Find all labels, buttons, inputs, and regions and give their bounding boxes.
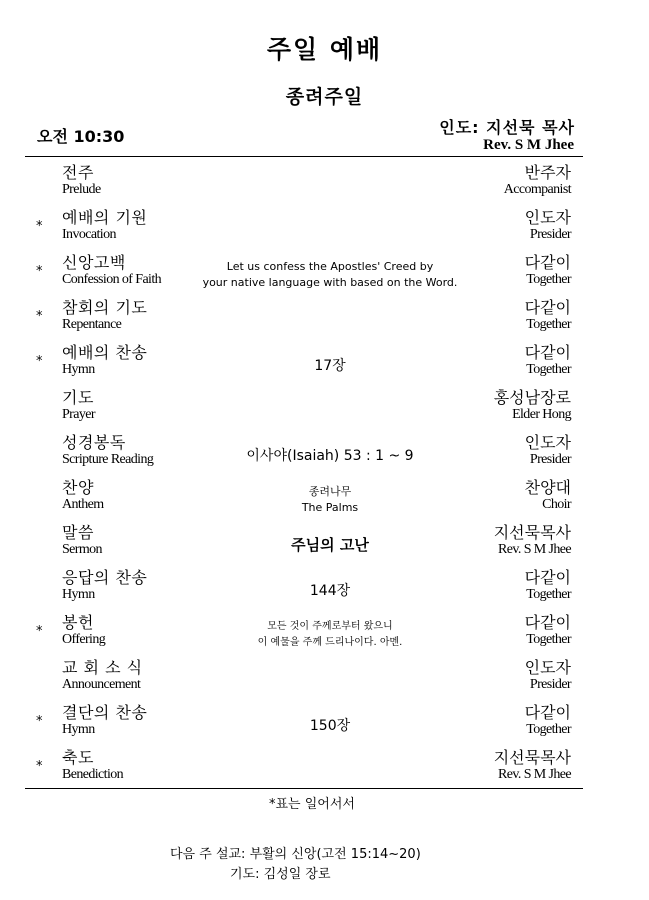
- item-detail: [180, 432, 480, 477]
- service-leader-english: Rev. S M Jhee: [483, 137, 574, 153]
- item-title-korean: 예배의 기원: [62, 208, 148, 227]
- item-leader-korean: 홍성남장로: [493, 388, 571, 407]
- item-title-korean: 축도: [62, 748, 94, 767]
- worship-item: [0, 612, 649, 657]
- item-title-english: Hymn: [62, 587, 95, 602]
- worship-item: [0, 567, 649, 612]
- item-detail: [180, 342, 480, 387]
- item-leader-korean: 찬양대: [524, 478, 571, 497]
- item-leader-korean: 다같이: [524, 703, 571, 722]
- worship-item: [0, 522, 649, 567]
- item-title-english: Announcement: [62, 677, 141, 692]
- item-detail-line: 이사야(Isaiah) 53 : 1 ~ 9: [246, 447, 414, 464]
- item-leader-english: Together: [526, 722, 571, 737]
- standing-note: *표는 일어서서: [269, 797, 355, 812]
- item-title-korean: 말씀: [62, 523, 94, 542]
- item-leader-korean: 다같이: [524, 613, 571, 632]
- item-title-english: Anthem: [62, 497, 104, 512]
- item-title-korean: 성경봉독: [62, 433, 126, 452]
- worship-item: [0, 657, 649, 702]
- standing-marker: *: [36, 264, 43, 279]
- item-leader-english: Together: [526, 587, 571, 602]
- item-title-english: Prelude: [62, 182, 101, 197]
- item-leader-english: Presider: [529, 452, 571, 467]
- item-detail-line: 모든 것이 주께로부터 왔으니: [267, 620, 393, 632]
- worship-item: [0, 702, 649, 747]
- item-leader-korean: 다같이: [524, 343, 571, 362]
- item-title-english: Hymn: [62, 722, 95, 737]
- service-time: 오전 10:30: [37, 127, 125, 146]
- item-title-korean: 찬양: [62, 478, 94, 497]
- worship-item: [0, 342, 649, 387]
- item-leader-english: Presider: [529, 677, 571, 692]
- bulletin-subtitle: 종려주일: [285, 86, 364, 108]
- top-divider: [25, 156, 583, 157]
- item-title-korean: 예배의 찬송: [62, 343, 148, 362]
- item-title-korean: 참회의 기도: [62, 298, 148, 317]
- next-week-sermon: 다음 주 설교: 부활의 신앙(고전 15:14~20): [170, 847, 421, 862]
- item-leader-korean: 지선묵목사: [493, 748, 571, 767]
- item-detail-line: 144장: [309, 582, 351, 599]
- standing-marker: *: [36, 714, 43, 729]
- bulletin-title: 주일 예배: [266, 35, 383, 64]
- item-title-english: Confession of Faith: [62, 272, 162, 287]
- worship-item: [0, 252, 649, 297]
- worship-item: [0, 297, 649, 342]
- item-leader-korean: 다같이: [524, 568, 571, 587]
- item-leader-korean: 인도자: [524, 658, 571, 677]
- item-leader-korean: 인도자: [524, 433, 571, 452]
- item-title-korean: 봉헌: [62, 613, 94, 632]
- worship-item: [0, 747, 649, 792]
- item-detail: [180, 252, 480, 297]
- worship-item: [0, 162, 649, 207]
- standing-marker: *: [36, 759, 43, 774]
- standing-marker: *: [36, 624, 43, 639]
- standing-marker: *: [36, 309, 43, 324]
- item-title-english: Benediction: [62, 767, 124, 782]
- bottom-divider: [25, 788, 583, 789]
- item-leader-english: Rev. S M Jhee: [498, 767, 571, 782]
- item-title-korean: 교 회 소 식: [62, 658, 143, 677]
- item-title-korean: 응답의 찬송: [62, 568, 148, 587]
- item-title-korean: 결단의 찬송: [62, 703, 148, 722]
- item-leader-english: Elder Hong: [512, 407, 571, 422]
- worship-item: [0, 387, 649, 432]
- item-leader-english: Together: [526, 362, 571, 377]
- item-detail-line: 이 예물을 주께 드리나이다. 아멘.: [257, 636, 403, 648]
- item-detail-line: 17장: [314, 357, 346, 374]
- item-leader-english: Together: [526, 272, 571, 287]
- service-leader-korean: 인도: 지선묵 목사: [439, 118, 575, 137]
- item-title-korean: 신앙고백: [62, 253, 126, 272]
- item-title-english: Hymn: [62, 362, 95, 377]
- item-detail-line: The Palms: [301, 500, 359, 514]
- item-leader-english: Together: [526, 317, 571, 332]
- item-title-english: Repentance: [62, 317, 122, 332]
- worship-item: [0, 432, 649, 477]
- item-leader-english: Accompanist: [503, 182, 571, 197]
- item-detail-line: 150장: [309, 717, 351, 734]
- item-title-english: Offering: [62, 632, 106, 647]
- item-detail: [180, 612, 480, 657]
- item-leader-english: Together: [526, 632, 571, 647]
- item-detail-line: your native language with based on the Word.: [202, 275, 458, 289]
- worship-item: [0, 477, 649, 522]
- standing-marker: *: [36, 354, 43, 369]
- item-title-korean: 기도: [62, 388, 94, 407]
- item-leader-english: Presider: [529, 227, 571, 242]
- standing-marker: *: [36, 219, 43, 234]
- item-detail: [180, 702, 480, 747]
- item-leader-korean: 반주자: [524, 163, 571, 182]
- item-leader-english: Rev. S M Jhee: [498, 542, 571, 557]
- item-leader-korean: 지선묵목사: [493, 523, 571, 542]
- item-leader-english: Choir: [542, 497, 571, 512]
- item-title-english: Scripture Reading: [62, 452, 154, 467]
- item-detail-line: 종려나무: [308, 484, 352, 498]
- item-title-english: Sermon: [62, 542, 102, 557]
- item-detail: [180, 522, 480, 567]
- item-detail: [180, 477, 480, 522]
- next-week-prayer: 기도: 김성일 장로: [230, 867, 331, 882]
- item-title-english: Invocation: [62, 227, 116, 242]
- worship-item: [0, 207, 649, 252]
- item-detail-line: Let us confess the Apostles' Creed by: [226, 259, 434, 273]
- item-title-english: Prayer: [62, 407, 95, 422]
- item-title-korean: 전주: [62, 163, 94, 182]
- item-leader-korean: 다같이: [524, 253, 571, 272]
- item-leader-korean: 다같이: [524, 298, 571, 317]
- item-detail: [180, 567, 480, 612]
- item-leader-korean: 인도자: [524, 208, 571, 227]
- item-detail-line: 주님의 고난: [291, 536, 369, 554]
